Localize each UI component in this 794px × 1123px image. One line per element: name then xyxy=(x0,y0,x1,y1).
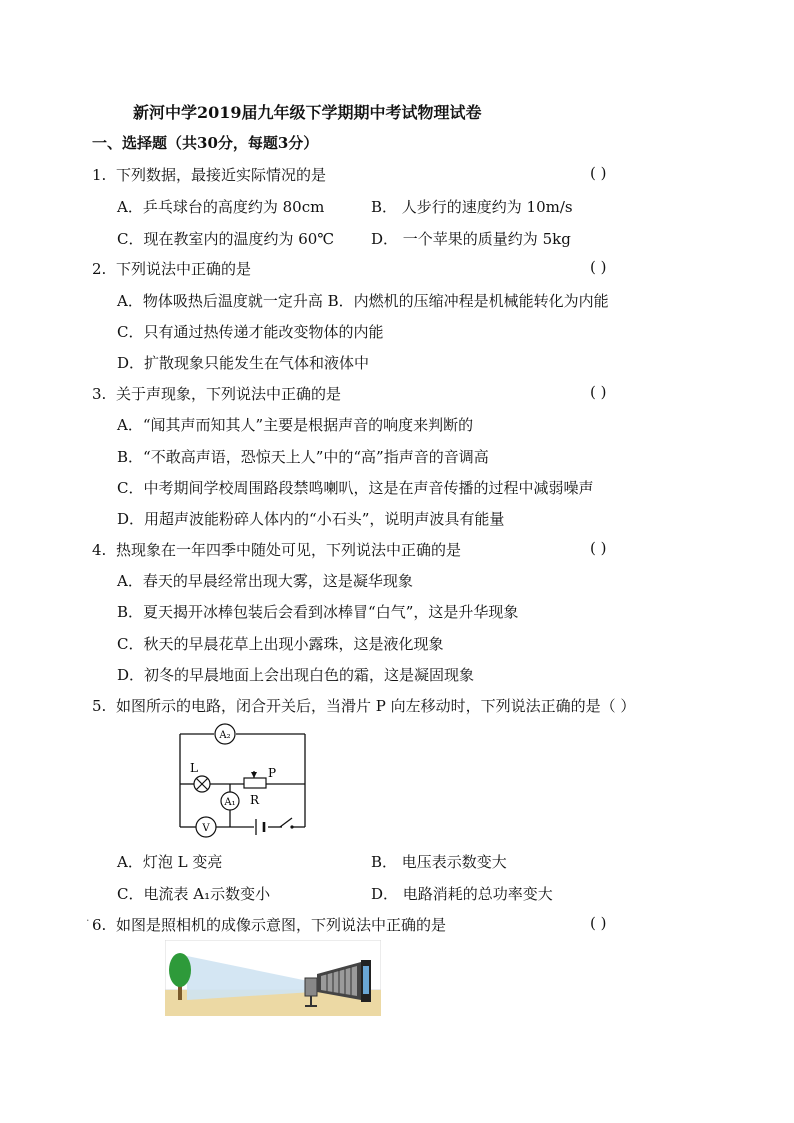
question-4-option-d: D．初冬的早晨地面上会出现白色的霜，这是凝固现象 xyxy=(117,666,475,684)
margin-dot: · xyxy=(86,914,90,927)
answer-bracket: ( ) xyxy=(590,914,607,932)
question-3-stem: 3. 关于声现象，下列说法中正确的是 xyxy=(92,385,342,403)
lamp-icon xyxy=(194,776,210,792)
rheostat-icon xyxy=(244,778,266,788)
section-heading: 一、选择题（共30分，每题3分） xyxy=(92,134,319,152)
question-6-stem: 6. 如图是照相机的成像示意图，下列说法中正确的是 xyxy=(92,916,447,934)
circuit-diagram xyxy=(170,722,320,840)
label-a2: A₂ xyxy=(219,730,231,741)
question-5-option-c: C．电流表 A₁示数变小 xyxy=(117,885,271,903)
answer-bracket: ( ) xyxy=(590,164,607,182)
question-3-option-a: A．“闻其声而知其人”主要是根据声音的响度来判断的 xyxy=(117,416,474,434)
slider-arrow-icon xyxy=(251,772,257,778)
question-1-option-c: C．现在教室内的温度约为 60℃ xyxy=(117,230,335,248)
question-1-option-b: B． 人步行的速度约为 10m/s xyxy=(371,198,573,216)
label-r: R xyxy=(250,793,260,807)
label-p: P xyxy=(268,766,277,780)
battery-icon xyxy=(256,819,264,835)
answer-bracket: ( ) xyxy=(590,258,607,276)
label-l: L xyxy=(190,761,198,775)
question-3-option-b: B．“不敢高声语，恐惊天上人”中的“高”指声音的音调高 xyxy=(117,448,489,466)
question-3-option-c: C．中考期间学校周围路段禁鸣喇叭，这是在声音传播的过程中减弱噪声 xyxy=(117,479,594,497)
question-4-option-c: C．秋天的早晨花草上出现小露珠，这是液化现象 xyxy=(117,635,444,653)
exam-title: 新河中学2019届九年级下学期期中考试物理试卷 xyxy=(133,103,482,122)
question-5-option-a: A．灯泡 L 变亮 xyxy=(117,853,223,871)
question-2-option-c: C．只有通过热传递才能改变物体的内能 xyxy=(117,323,384,341)
answer-bracket: ( ) xyxy=(590,539,607,557)
question-1-option-d: D． 一个苹果的质量约为 5kg xyxy=(371,230,571,248)
question-4-option-b: B．夏天揭开冰棒包装后会看到冰棒冒“白气”，这是升华现象 xyxy=(117,603,519,621)
question-5-option-b: B． 电压表示数变大 xyxy=(371,853,507,871)
camera-diagram xyxy=(165,940,381,1016)
question-4-stem: 4. 热现象在一年四季中随处可见，下列说法中正确的是 xyxy=(92,541,462,559)
question-5-option-d: D． 电路消耗的总功率变大 xyxy=(371,885,553,903)
switch-icon xyxy=(280,818,292,827)
question-4-option-a: A．春天的早晨经常出现大雾，这是凝华现象 xyxy=(117,572,413,590)
question-1-option-a: A．乒乓球台的高度约为 80cm xyxy=(117,198,325,216)
answer-bracket: ( ) xyxy=(590,383,607,401)
question-2-option-d: D．扩散现象只能发生在气体和液体中 xyxy=(117,354,370,372)
question-5-stem: 5. 如图所示的电路，闭合开关后，当滑片 P 向左移动时，下列说法正确的是（ ） xyxy=(92,697,636,715)
question-2-option-ab: A．物体吸热后温度就一定升高 B．内燃机的压缩冲程是机械能转化为内能 xyxy=(117,292,609,310)
label-v: V xyxy=(202,823,210,834)
question-3-option-d: D．用超声波能粉碎人体内的“小石头”，说明声波具有能量 xyxy=(117,510,505,528)
question-1-stem: 1. 下列数据，最接近实际情况的是 xyxy=(92,166,327,184)
question-2-stem: 2. 下列说法中正确的是 xyxy=(92,260,252,278)
label-a1: A₁ xyxy=(224,797,236,808)
